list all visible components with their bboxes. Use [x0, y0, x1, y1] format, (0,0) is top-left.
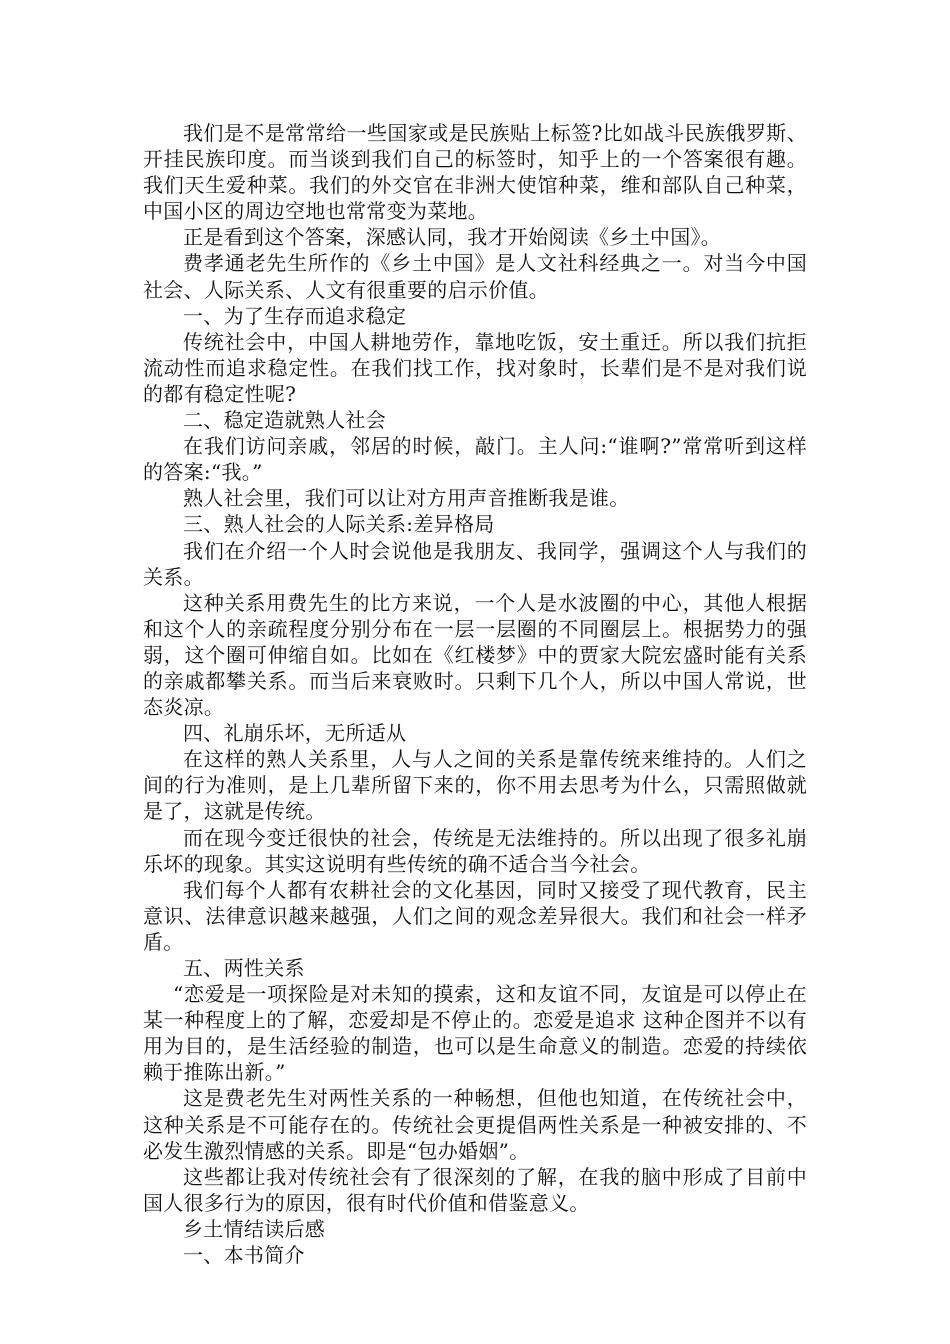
paragraph-section-5a: 这是费老先生对两性关系的一种畅想，但他也知道，在传统社会中，这种关系是不可能存在的。传统社会更提倡两性关系是一种被安排的、不必发生激烈情感的关系。即是“包办婚姻”。 — [143, 1086, 807, 1163]
paragraph-section-3b: 这种关系用费先生的比方来说，一个人是水波圈的中心，其他人根据和这个人的亲疏程度分别分布在一层一层圈的不同圈层上。根据势力的强弱，这个圈可伸缩自如。比如在《红楼梦》中的贾家大院宏盛时能有关系的亲戚都攀关系。而当后来衰败时。只剩下几个人，所以中国人常说，世态炎凉。 — [143, 590, 807, 720]
paragraph-reason: 正是看到这个答案，深感认同，我才开始阅读《乡土中国》。 — [183, 225, 722, 250]
next-article-title: 乡土情结读后感 — [183, 1216, 326, 1241]
paragraph-book-intro: 费孝通老先生所作的《乡土中国》是人文社科经典之一。对当今中国社会、人际关系、人文有很重要的启示价值。 — [143, 251, 807, 302]
section-heading-5: 五、两性关系 — [183, 956, 305, 980]
paragraph-section-4a: 在这样的熟人关系里，人与人之间的关系是靠传统来维持的。人们之间的行为准则，是上几辈所留下来的，你不用去思考为什么，只需照做就是了，这就是传统。 — [143, 747, 807, 824]
paragraph-section-4b: 而在现今变迁很快的社会，传统是无法维持的。所以出现了很多礼崩乐坏的现象。其实这说明有些传统的确不适合当今社会。 — [143, 825, 807, 876]
section-heading-4: 四、礼崩乐坏，无所适从 — [183, 721, 407, 746]
paragraph-section-2b: 熟人社会里，我们可以让对方用声音推断我是谁。 — [183, 486, 630, 511]
section-heading-1: 一、为了生存而追求稳定 — [183, 303, 407, 328]
paragraph-section-1: 传统社会中，中国人耕地劳作，靠地吃饭，安土重迁。所以我们抗拒流动性而追求稳定性。在我们找工作，找对象时，长辈们是不是对我们说的都有稳定性呢? — [143, 329, 807, 406]
paragraph-quote: “恋爱是一项探险是对未知的摸索，这和友谊不同，友谊是可以停止在某一种程度上的了解，恋爱却是不停止的。恋爱是追求 这种企图并不以有用为目的，是生活经验的制造，也可以是生命意义的制造。恋爱的持续依赖于推陈出新。” — [143, 982, 807, 1085]
paragraph-conclusion: 这些都让我对传统社会有了很深刻的了解，在我的脑中形成了目前中国人很多行为的原因，很有时代价值和借鉴意义。 — [143, 1164, 807, 1215]
document-page — [143, 120, 807, 1268]
paragraph-section-2a: 在我们访问亲戚，邻居的时候，敲门。主人问:“谁啊?”常常听到这样的答案:“我。” — [143, 434, 807, 485]
section-heading-2: 二、稳定造就熟人社会 — [183, 408, 386, 433]
paragraph-section-3a: 我们在介绍一个人时会说他是我朋友、我同学，强调这个人与我们的关系。 — [143, 538, 807, 589]
next-section-heading: 一、本书简介 — [183, 1243, 305, 1268]
section-heading-3: 三、熟人社会的人际关系:差异格局 — [183, 512, 495, 537]
paragraph-intro: 我们是不是常常给一些国家或是民族贴上标签?比如战斗民族俄罗斯、开挂民族印度。而当谈到我们自己的标签时，知乎上的一个答案很有趣。我们天生爱种菜。我们的外交官在非洲大使馆种菜，维和部队自己种菜，中国小区的周边空地也常常变为菜地。 — [143, 121, 807, 224]
paragraph-section-4c: 我们每个人都有农耕社会的文化基因，同时又接受了现代教育，民主意识、法律意识越来越强，人们之间的观念差异很大。我们和社会一样矛盾。 — [143, 877, 807, 954]
